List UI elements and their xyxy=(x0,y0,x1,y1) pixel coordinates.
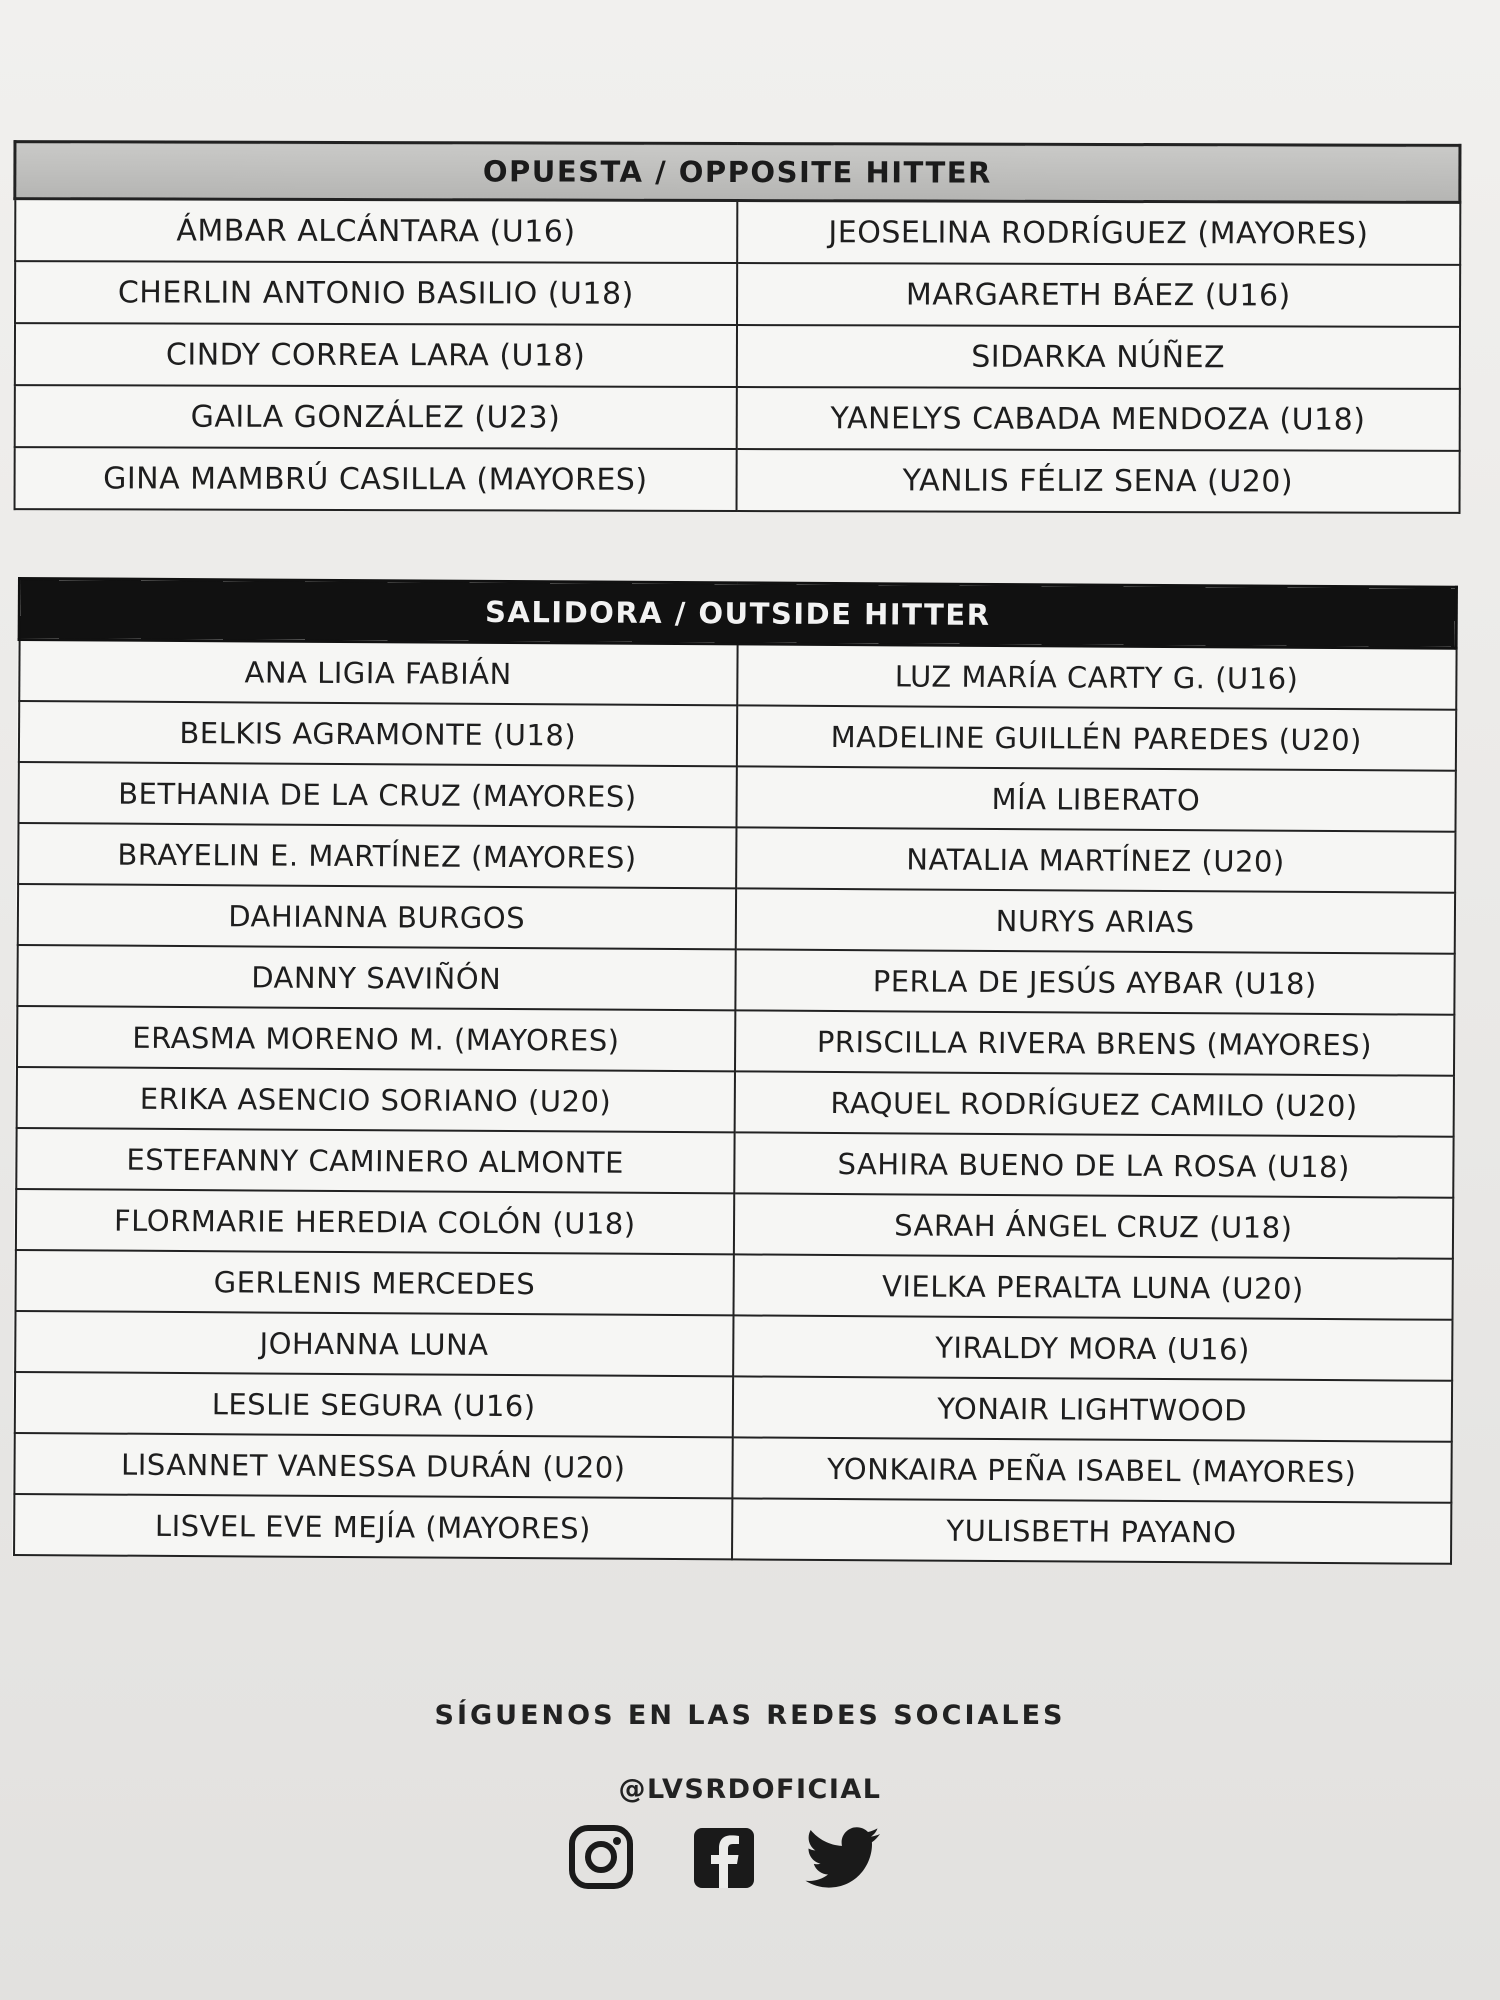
player-cell: YONAIR LIGHTWOOD xyxy=(733,1376,1452,1441)
player-cell: ERASMA MORENO M. (MAYORES) xyxy=(17,1006,736,1071)
table-row xyxy=(19,640,1456,710)
table-row xyxy=(16,1128,1453,1198)
player-cell: FLORMARIE HEREDIA COLÓN (U18) xyxy=(15,1189,734,1254)
table-row xyxy=(18,701,1455,771)
player-cell: NURYS ARIAS xyxy=(736,888,1455,953)
player-cell: JEOSELINA RODRÍGUEZ (MAYORES) xyxy=(737,201,1460,265)
player-cell: SARAH ÁNGEL CRUZ (U18) xyxy=(734,1193,1453,1258)
table-row xyxy=(18,823,1455,893)
player-cell: ÁMBAR ALCÁNTARA (U16) xyxy=(15,199,738,263)
player-cell: PRISCILLA RIVERA BRENS (MAYORES) xyxy=(735,1010,1454,1075)
player-cell: CINDY CORREA LARA (U18) xyxy=(14,323,737,387)
player-cell: DAHIANNA BURGOS xyxy=(17,884,736,949)
table-row xyxy=(15,1311,1452,1381)
player-cell: PERLA DE JESÚS AYBAR (U18) xyxy=(735,949,1454,1014)
table-row xyxy=(14,385,1459,451)
table-row xyxy=(14,447,1459,513)
player-cell: MARGARETH BÁEZ (U16) xyxy=(737,263,1460,327)
social-icons xyxy=(560,1822,900,1902)
player-cell: BETHANIA DE LA CRUZ (MAYORES) xyxy=(18,762,737,827)
player-cell: ERIKA ASENCIO SORIANO (U20) xyxy=(16,1067,735,1132)
player-cell: GERLENIS MERCEDES xyxy=(15,1250,734,1315)
instagram-icon[interactable] xyxy=(566,1822,638,1894)
table-row xyxy=(15,199,1460,265)
outside-hitter-header: SALIDORA / OUTSIDE HITTER xyxy=(19,579,1456,649)
table-row xyxy=(14,1494,1451,1564)
opposite-hitter-table xyxy=(13,140,1462,514)
table-row xyxy=(17,945,1454,1015)
table-row xyxy=(15,1189,1452,1259)
player-cell: GAILA GONZÁLEZ (U23) xyxy=(14,385,737,449)
facebook-icon[interactable] xyxy=(688,1822,760,1894)
player-cell: YONKAIRA PEÑA ISABEL (MAYORES) xyxy=(732,1437,1451,1502)
player-cell: CHERLIN ANTONIO BASILIO (U18) xyxy=(15,261,738,325)
player-cell: DANNY SAVIÑÓN xyxy=(17,945,736,1010)
table-row xyxy=(17,1006,1454,1076)
table-row xyxy=(17,884,1454,954)
table-row xyxy=(18,762,1455,832)
player-cell: LISVEL EVE MEJÍA (MAYORES) xyxy=(14,1494,733,1559)
outside-hitter-table xyxy=(12,577,1458,1565)
player-cell: MÍA LIBERATO xyxy=(736,766,1455,831)
player-cell: RAQUEL RODRÍGUEZ CAMILO (U20) xyxy=(735,1071,1454,1136)
table-row xyxy=(14,1372,1451,1442)
player-cell: LESLIE SEGURA (U16) xyxy=(14,1372,733,1437)
social-handle[interactable]: @LVSRDOFICIAL xyxy=(618,1774,882,1805)
player-cell: MADELINE GUILLÉN PAREDES (U20) xyxy=(737,705,1456,770)
table-row xyxy=(15,1250,1452,1320)
player-cell: YANELYS CABADA MENDOZA (U18) xyxy=(737,387,1460,451)
player-cell: VIELKA PERALTA LUNA (U20) xyxy=(734,1254,1453,1319)
player-cell: YANLIS FÉLIZ SENA (U20) xyxy=(737,449,1460,513)
table-row xyxy=(14,1433,1451,1503)
player-cell: YULISBETH PAYANO xyxy=(732,1498,1451,1563)
player-cell: NATALIA MARTÍNEZ (U20) xyxy=(736,827,1455,892)
player-cell: SIDARKA NÚÑEZ xyxy=(737,325,1460,389)
follow-social-heading: SÍGUENOS EN LAS REDES SOCIALES xyxy=(434,1700,1066,1731)
player-cell: ESTEFANNY CAMINERO ALMONTE xyxy=(16,1128,735,1193)
opposite-hitter-header: OPUESTA / OPPOSITE HITTER xyxy=(15,142,1460,203)
player-cell: YIRALDY MORA (U16) xyxy=(733,1315,1452,1380)
table-row xyxy=(16,1067,1453,1137)
player-cell: ANA LIGIA FABIÁN xyxy=(19,640,738,706)
player-cell: BRAYELIN E. MARTÍNEZ (MAYORES) xyxy=(18,823,737,888)
player-cell: LUZ MARÍA CARTY G. (U16) xyxy=(737,644,1456,710)
player-cell: GINA MAMBRÚ CASILLA (MAYORES) xyxy=(14,447,737,511)
player-cell: BELKIS AGRAMONTE (U18) xyxy=(18,701,737,766)
player-cell: LISANNET VANESSA DURÁN (U20) xyxy=(14,1433,733,1498)
table-row xyxy=(15,261,1460,327)
player-cell: SAHIRA BUENO DE LA ROSA (U18) xyxy=(734,1132,1453,1197)
table-row xyxy=(14,323,1459,389)
twitter-icon[interactable] xyxy=(804,1822,876,1894)
player-cell: JOHANNA LUNA xyxy=(15,1311,734,1376)
